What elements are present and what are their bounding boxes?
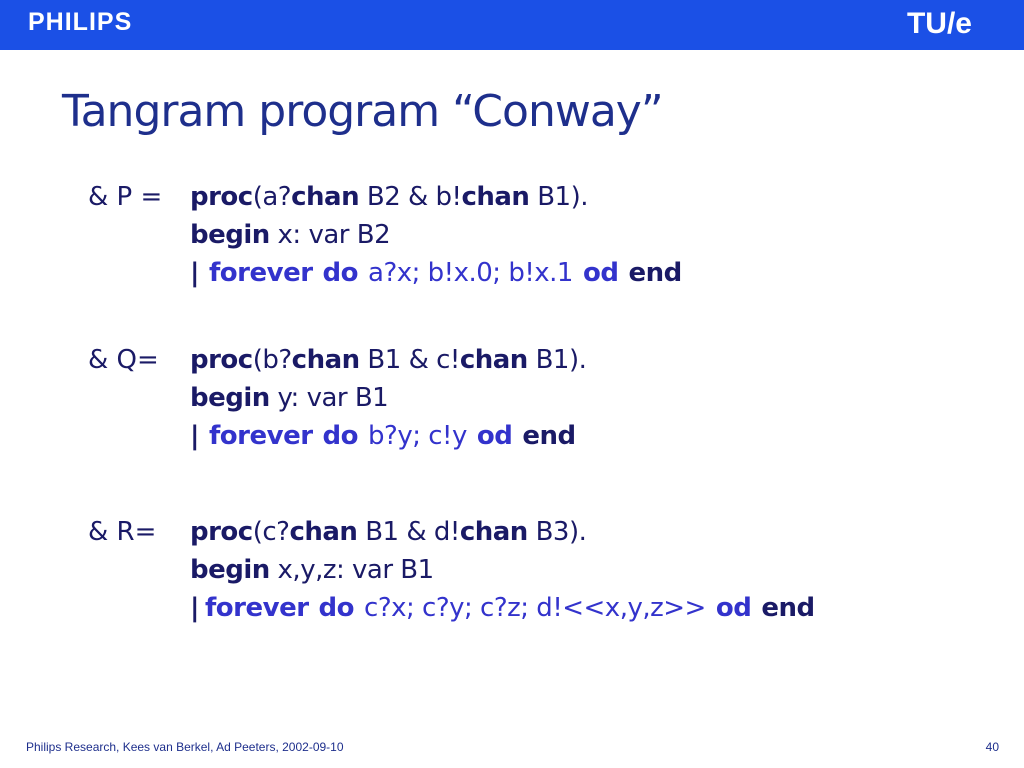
page-number: 40 bbox=[985, 740, 999, 754]
proc-line: proc(a?chan B2 & b!chan B1). bbox=[190, 182, 589, 212]
begin-line: begin x: var B2 bbox=[190, 220, 391, 250]
slide-title: Tangram program “Conway” bbox=[62, 86, 663, 137]
proc-line: proc(b?chan B1 & c!chan B1). bbox=[190, 345, 587, 375]
block-label: & R= bbox=[88, 517, 157, 547]
forever-line: | forever do c?x; c?y; c?z; d!<<x,y,z>> od end bbox=[190, 593, 815, 623]
begin-line: begin y: var B1 bbox=[190, 383, 389, 413]
tue-logo: TU/e bbox=[906, 7, 972, 40]
header-bar bbox=[0, 0, 1024, 50]
proc-line: proc(c?chan B1 & d!chan B3). bbox=[190, 517, 587, 547]
begin-line: begin x,y,z: var B1 bbox=[190, 555, 434, 585]
block-label: & P = bbox=[88, 182, 163, 212]
forever-line: | forever do b?y; c!y od end bbox=[190, 421, 576, 451]
forever-line: | forever do a?x; b!x.0; b!x.1 od end bbox=[190, 258, 682, 288]
block-label: & Q= bbox=[88, 345, 159, 375]
footer-credits: Philips Research, Kees van Berkel, Ad Peeters, 2002-09-10 bbox=[26, 740, 344, 754]
philips-logo: PHILIPS bbox=[28, 8, 133, 36]
